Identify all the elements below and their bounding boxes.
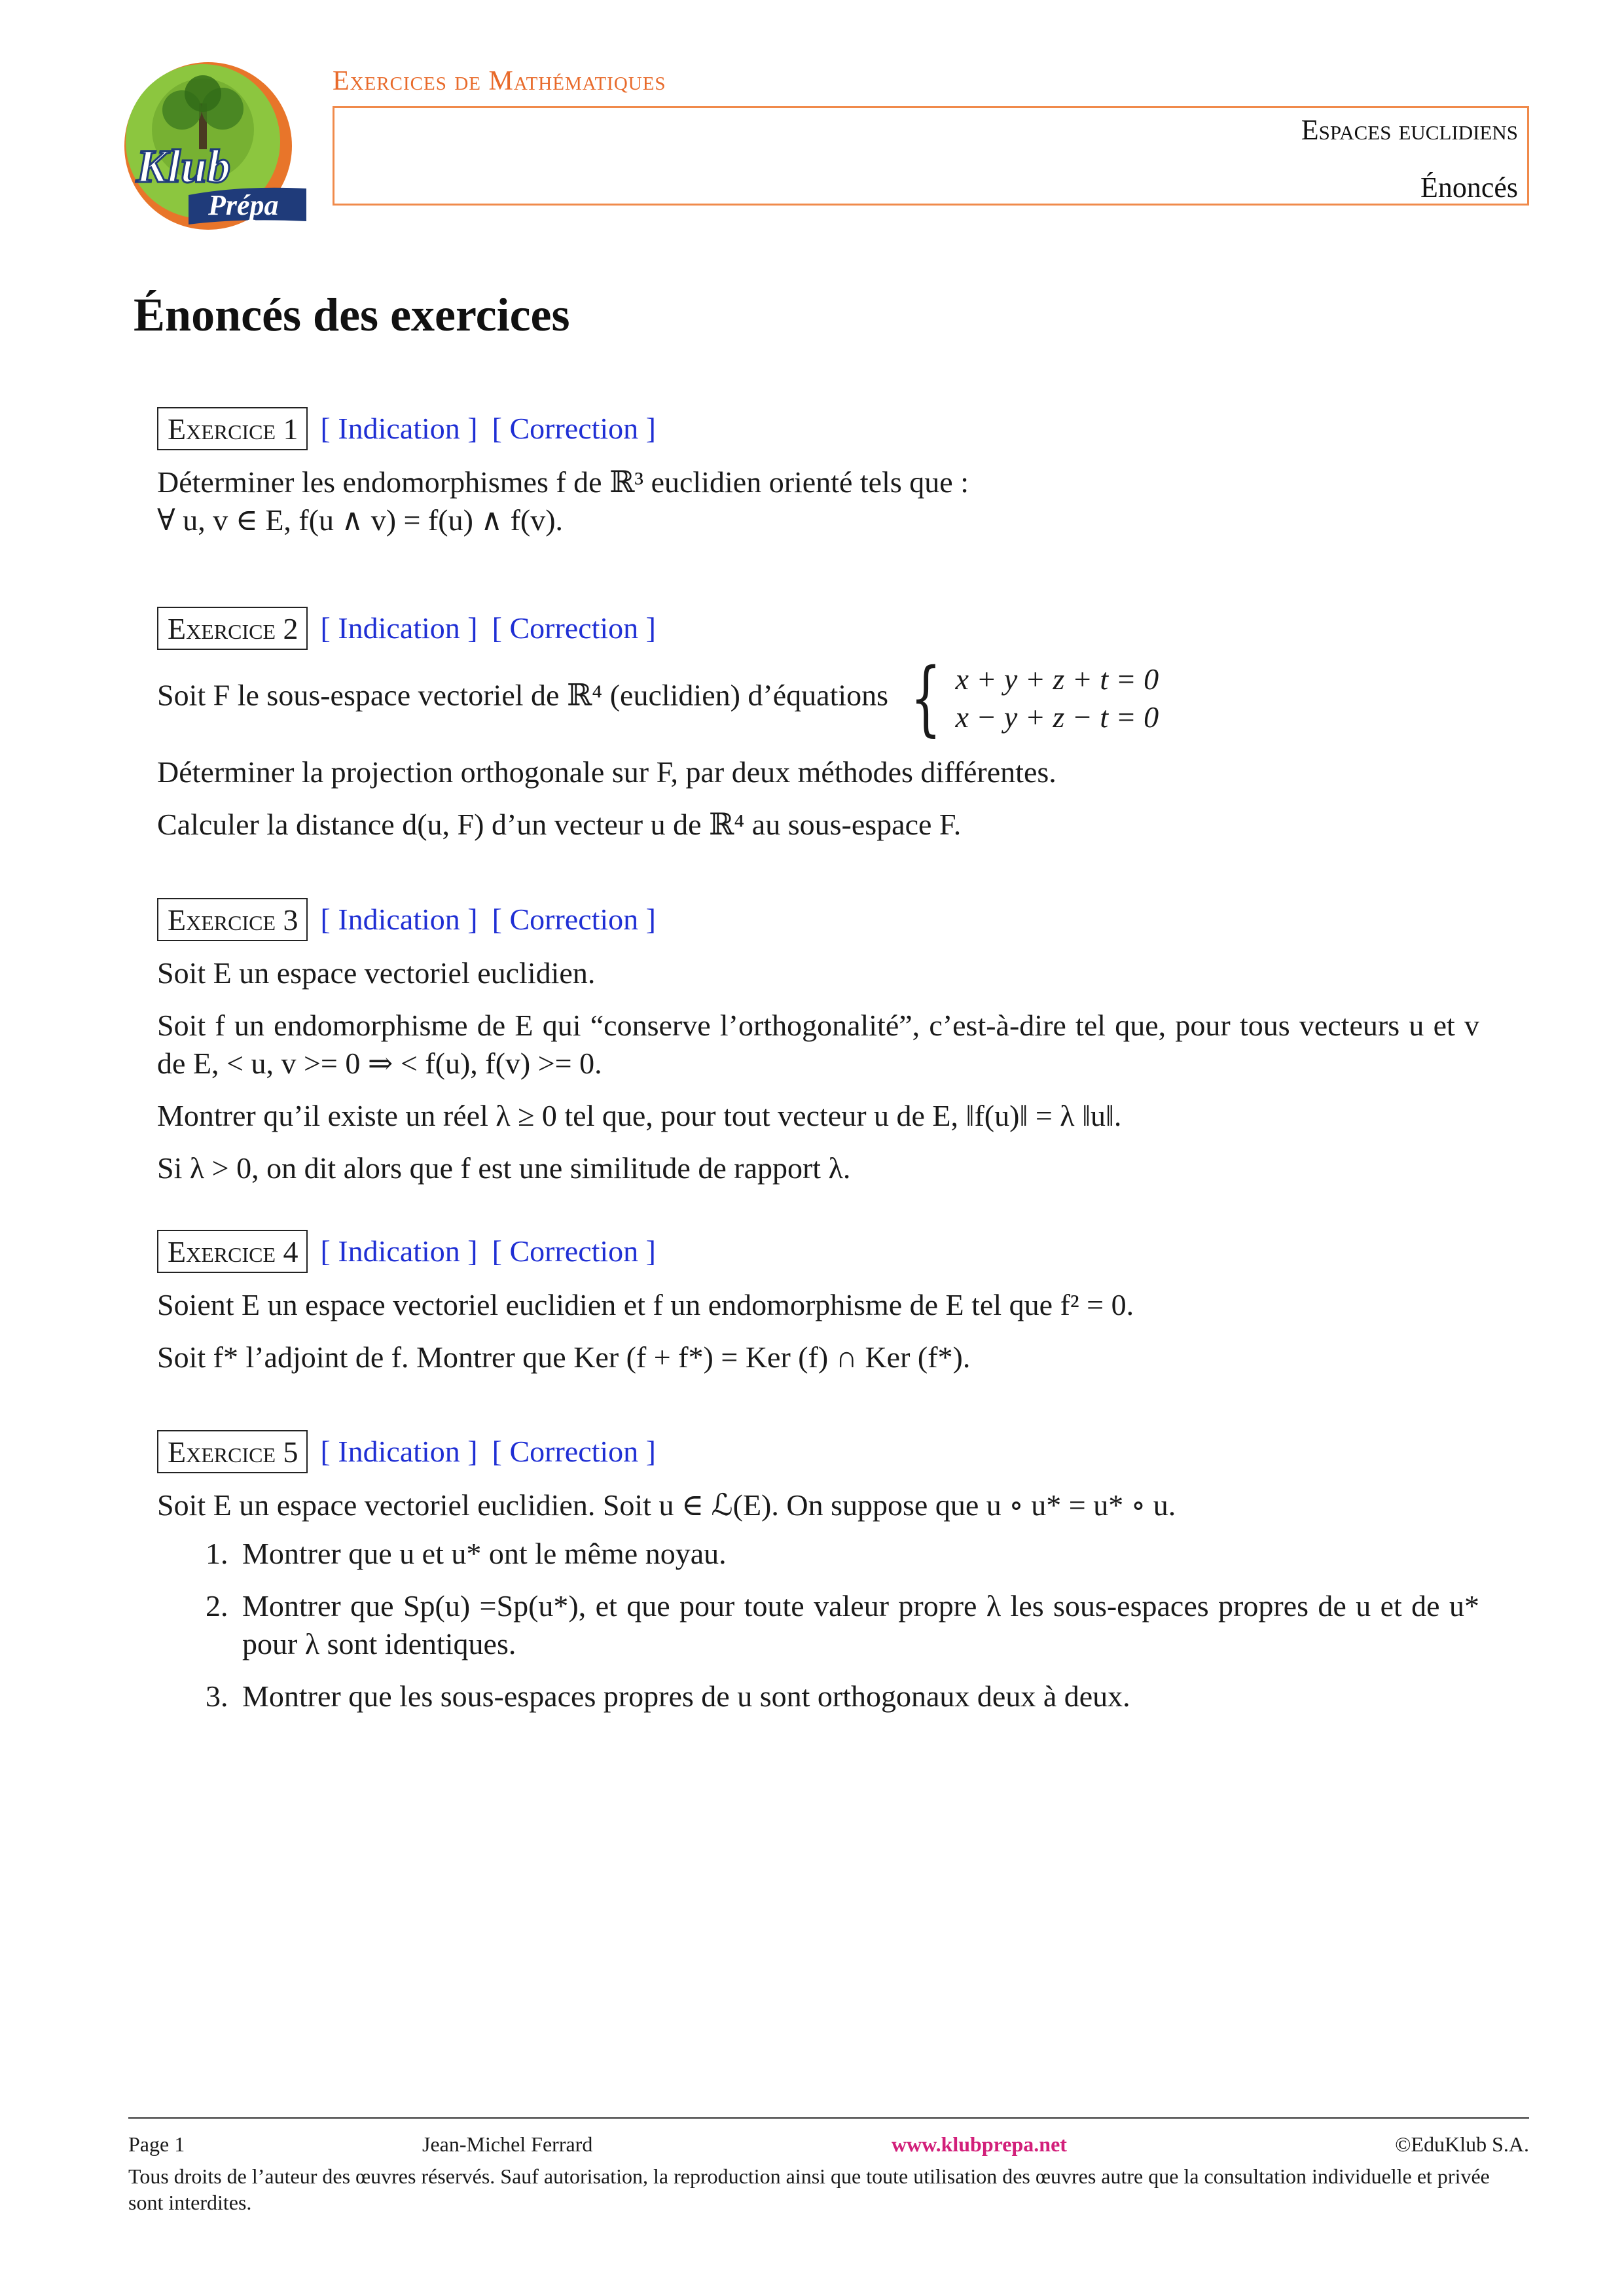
exercise-text: Montrer qu’il existe un réel λ ≥ 0 tel que, pour tout vecteur u de E, ‖f(u)‖ = λ ‖u‖. (157, 1099, 1122, 1132)
correction-link[interactable]: [ Correction ] (492, 412, 656, 445)
exercise-header (157, 1229, 1479, 1274)
klub-prepa-logo (110, 58, 319, 234)
exercise-3 (157, 897, 1479, 1187)
list-item: 3. Montrer que les sous-espaces propres de u sont orthogonaux deux à deux. (236, 1677, 1479, 1715)
correction-link[interactable]: [ Correction ] (492, 611, 656, 645)
exercise-text: Soit E un espace vectoriel euclidien. Soit u ∈ ℒ(E). On suppose que u ∘ u* = u* ∘ u. (157, 1488, 1176, 1522)
chapter-title: Espaces euclidiens (1301, 114, 1518, 146)
system-intro: Soit F le sous-espace vectoriel de ℝ⁴ (euclidien) d’équations (157, 678, 889, 712)
indication-link[interactable]: [ Indication ] (320, 1435, 478, 1468)
indication-link[interactable]: [ Indication ] (320, 903, 478, 936)
exercise-text: Soit E un espace vectoriel euclidien. (157, 956, 596, 990)
exercise-header (157, 1429, 1479, 1475)
exercise-header (157, 406, 1479, 452)
exercise-label: Exercice 1 (157, 407, 308, 450)
exercise-1 (157, 406, 1479, 539)
list-item: 1. Montrer que u et u* ont le même noyau. (236, 1535, 1479, 1573)
exercise-text: Soient E un espace vectoriel euclidien et f un endomorphisme de E tel que f² = 0. (157, 1288, 1134, 1321)
exercise-label: Exercice 3 (157, 898, 308, 941)
exercise-label: Exercice 4 (157, 1230, 308, 1273)
svg-text:Prépa: Prépa (208, 189, 279, 221)
exercise-text: Soit f un endomorphisme de E qui “conserve l’orthogonalité”, c’est-à-dire tel que, pour tous vecteurs u et v de E, < u, v >= 0 ⇒ < f(u), f(v) >= 0. (157, 1009, 1479, 1080)
indication-link[interactable]: [ Indication ] (320, 611, 478, 645)
exercise-text: Déterminer la projection orthogonale sur F, par deux méthodes différentes. (157, 755, 1056, 789)
website-link[interactable]: www.klubprepa.net (892, 2132, 1067, 2156)
header-box (333, 106, 1529, 206)
correction-link[interactable]: [ Correction ] (492, 1234, 656, 1268)
section-title: Énoncés (1420, 171, 1518, 204)
copyright: ©EduKlub S.A. (1395, 2132, 1529, 2156)
series-title: Exercices de Mathématiques (333, 66, 666, 96)
equation-2: x − y + z − t = 0 (955, 700, 1159, 734)
indication-link[interactable]: [ Indication ] (320, 412, 478, 445)
indication-link[interactable]: [ Indication ] (320, 1234, 478, 1268)
equation-1: x + y + z + t = 0 (955, 662, 1159, 696)
page-number: Page 1 (128, 2132, 185, 2156)
exercise-text: ∀ u, v ∈ E, f(u ∧ v) = f(u) ∧ f(v). (157, 503, 564, 537)
exercise-header (157, 897, 1479, 942)
svg-text:Klub: Klub (136, 140, 231, 192)
exercise-text: Si λ > 0, on dit alors que f est une similitude de rapport λ. (157, 1151, 851, 1185)
exercise-2 (157, 605, 1479, 844)
footer-divider (128, 2117, 1529, 2119)
exercise-text: Soit f* l’adjoint de f. Montrer que Ker (f + f*) = Ker (f) ∩ Ker (f*). (157, 1340, 971, 1374)
brace-symbol: { (910, 651, 941, 745)
exercise-text: Calculer la distance d(u, F) d’un vecteur u de ℝ⁴ au sous-espace F. (157, 808, 962, 841)
author-name: Jean-Michel Ferrard (422, 2132, 593, 2156)
question-list (157, 1535, 1479, 1715)
exercise-label: Exercice 5 (157, 1430, 308, 1473)
exercise-4 (157, 1229, 1479, 1376)
correction-link[interactable]: [ Correction ] (492, 903, 656, 936)
exercise-label: Exercice 2 (157, 607, 308, 650)
exercise-text (157, 651, 1479, 745)
exercise-5 (157, 1429, 1479, 1730)
rights-notice: Tous droits de l’auteur des œuvres réservés. Sauf autorisation, la reproduction ainsi que toute utilisation des œuvres autre que la consultation individuelle et privée sont interdites. (128, 2164, 1490, 2214)
equation-system (900, 651, 1159, 745)
list-item: 2. Montrer que Sp(u) =Sp(u*), et que pour toute valeur propre λ les sous-espaces propres de u et de u* pour λ sont identiques. (236, 1587, 1479, 1663)
page-title: Énoncés des exercices (134, 289, 570, 341)
exercise-text: Déterminer les endomorphismes f de ℝ³ euclidien orienté tels que : (157, 465, 969, 499)
correction-link[interactable]: [ Correction ] (492, 1435, 656, 1468)
exercise-header (157, 605, 1479, 651)
